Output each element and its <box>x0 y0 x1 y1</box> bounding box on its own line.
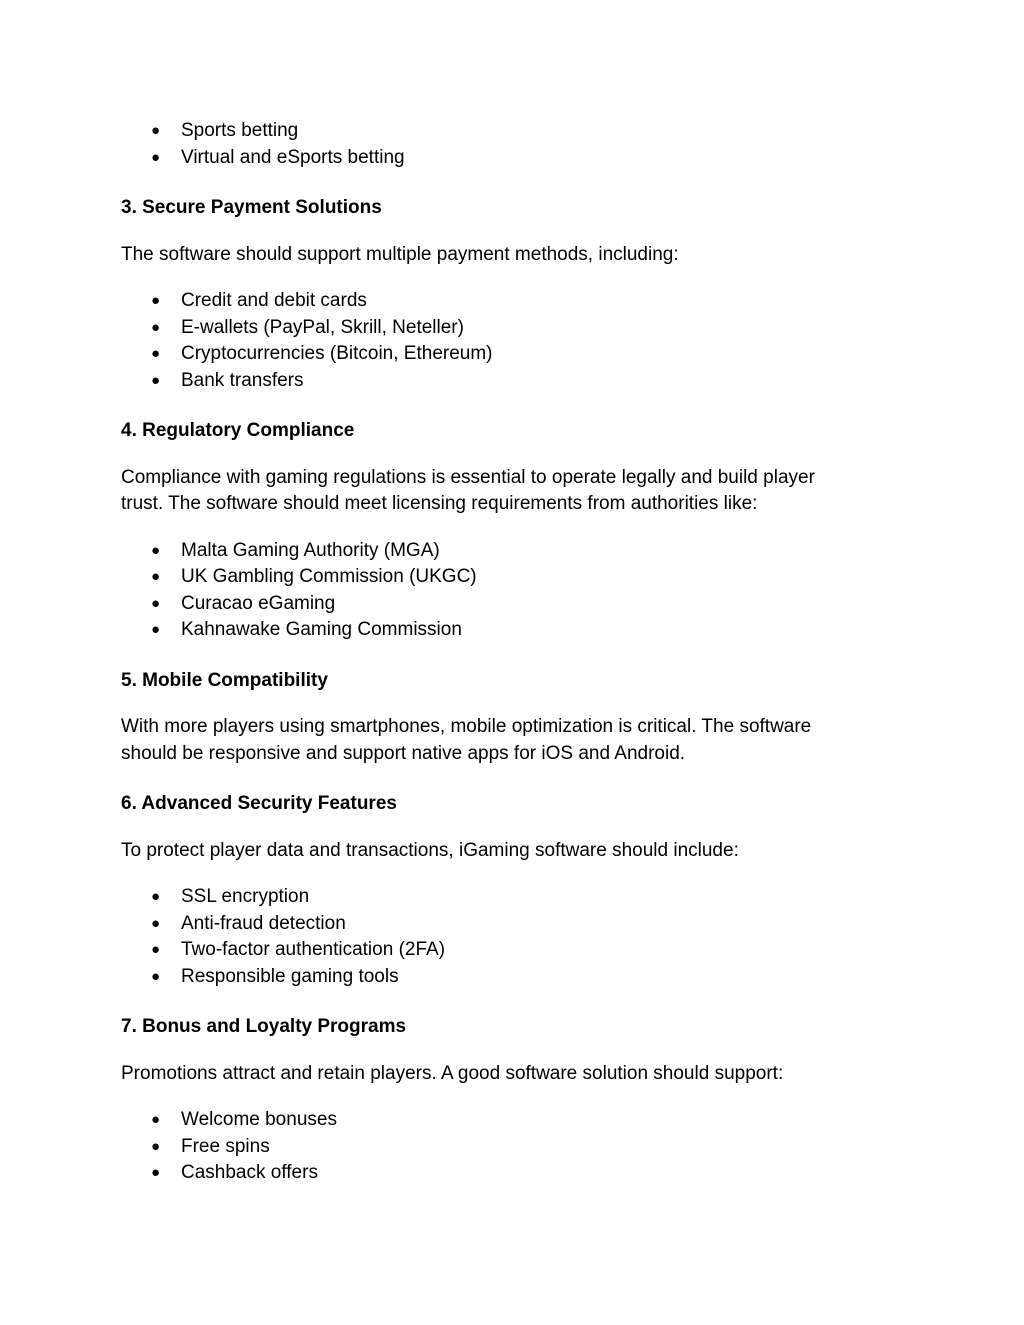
bullet-icon: ● <box>151 541 161 559</box>
list-item-text: E-wallets (PayPal, Skrill, Neteller) <box>181 316 464 338</box>
game-types-list <box>121 118 901 171</box>
list-item <box>121 591 901 618</box>
list-item <box>121 538 901 565</box>
section-heading-payments: 3. Secure Payment Solutions <box>121 197 382 218</box>
document-content <box>121 118 901 1187</box>
list-item <box>121 145 901 172</box>
section-heading-bonus: 7. Bonus and Loyalty Programs <box>121 1016 407 1037</box>
paragraph-line: Compliance with gaming regulations is essential to operate legally and build player <box>121 466 815 488</box>
list-item-text: Curacao eGaming <box>181 592 336 614</box>
licensing-authorities-list <box>121 538 901 644</box>
list-item <box>121 884 901 911</box>
bullet-icon: ● <box>151 371 161 389</box>
list-item-text: Two-factor authentication (2FA) <box>181 939 446 960</box>
list-item-text: Malta Gaming Authority (MGA) <box>181 539 440 561</box>
bullet-icon: ● <box>151 941 161 958</box>
list-item <box>121 1160 901 1187</box>
promotions-list <box>121 1107 901 1187</box>
bullet-icon: ● <box>151 888 161 905</box>
list-item-text: Cryptocurrencies (Bitcoin, Ethereum) <box>181 343 493 364</box>
bullet-icon: ● <box>151 594 161 612</box>
paragraph-line: should be responsive and support native apps for iOS and Android. <box>121 742 686 764</box>
bullet-icon: ● <box>151 318 161 336</box>
list-item-text: Anti-fraud detection <box>181 912 346 934</box>
list-item <box>121 341 901 368</box>
list-item-text: Responsible gaming tools <box>181 965 399 987</box>
list-item <box>121 1107 901 1134</box>
bullet-icon: ● <box>151 967 161 985</box>
list-item-text: Bank transfers <box>181 369 304 391</box>
list-item <box>121 617 901 644</box>
list-item <box>121 368 901 395</box>
section-intro-payments: The software should support multiple payment methods, including: <box>121 243 679 265</box>
list-item-text: UK Gambling Commission (UKGC) <box>181 566 477 587</box>
list-item <box>121 315 901 342</box>
bullet-icon: ● <box>151 292 161 309</box>
section-heading-security: 6. Advanced Security Features <box>121 793 397 814</box>
section-heading-compliance: 4. Regulatory Compliance <box>121 420 355 441</box>
paragraph-line: trust. The software should meet licensing requirements from authorities like: <box>121 493 758 514</box>
list-item <box>121 964 901 991</box>
list-item-text: Welcome bonuses <box>181 1109 337 1130</box>
bullet-icon: ● <box>151 1164 161 1181</box>
list-item-text: Virtual and eSports betting <box>181 146 405 168</box>
bullet-icon: ● <box>151 345 161 362</box>
bullet-icon: ● <box>151 148 161 166</box>
section-intro-compliance <box>121 465 901 518</box>
paragraph-line: With more players using smartphones, mobile optimization is critical. The software <box>121 716 812 737</box>
list-item <box>121 564 901 591</box>
list-item-text: SSL encryption <box>181 886 310 907</box>
section-intro-bonus: Promotions attract and retain players. A good software solution should support: <box>121 1062 784 1084</box>
section-intro-security: To protect player data and transactions, iGaming software should include: <box>121 839 739 861</box>
list-item-text: Free spins <box>181 1135 270 1157</box>
bullet-icon: ● <box>151 1137 161 1155</box>
section-heading-mobile: 5. Mobile Compatibility <box>121 669 328 691</box>
bullet-icon: ● <box>151 122 161 139</box>
list-item-text: Kahnawake Gaming Commission <box>181 619 462 640</box>
list-item-text: Credit and debit cards <box>181 290 367 311</box>
security-features-list <box>121 884 901 990</box>
list-item-text: Sports betting <box>181 120 299 141</box>
list-item <box>121 288 901 315</box>
bullet-icon: ● <box>151 568 161 585</box>
list-item-text: Cashback offers <box>181 1162 318 1183</box>
list-item <box>121 1134 901 1161</box>
list-item <box>121 118 901 145</box>
bullet-icon: ● <box>151 914 161 932</box>
payment-methods-list <box>121 288 901 394</box>
bullet-icon: ● <box>151 621 161 638</box>
list-item <box>121 911 901 938</box>
bullet-icon: ● <box>151 1111 161 1128</box>
section-body-mobile <box>121 714 901 767</box>
list-item <box>121 937 901 964</box>
